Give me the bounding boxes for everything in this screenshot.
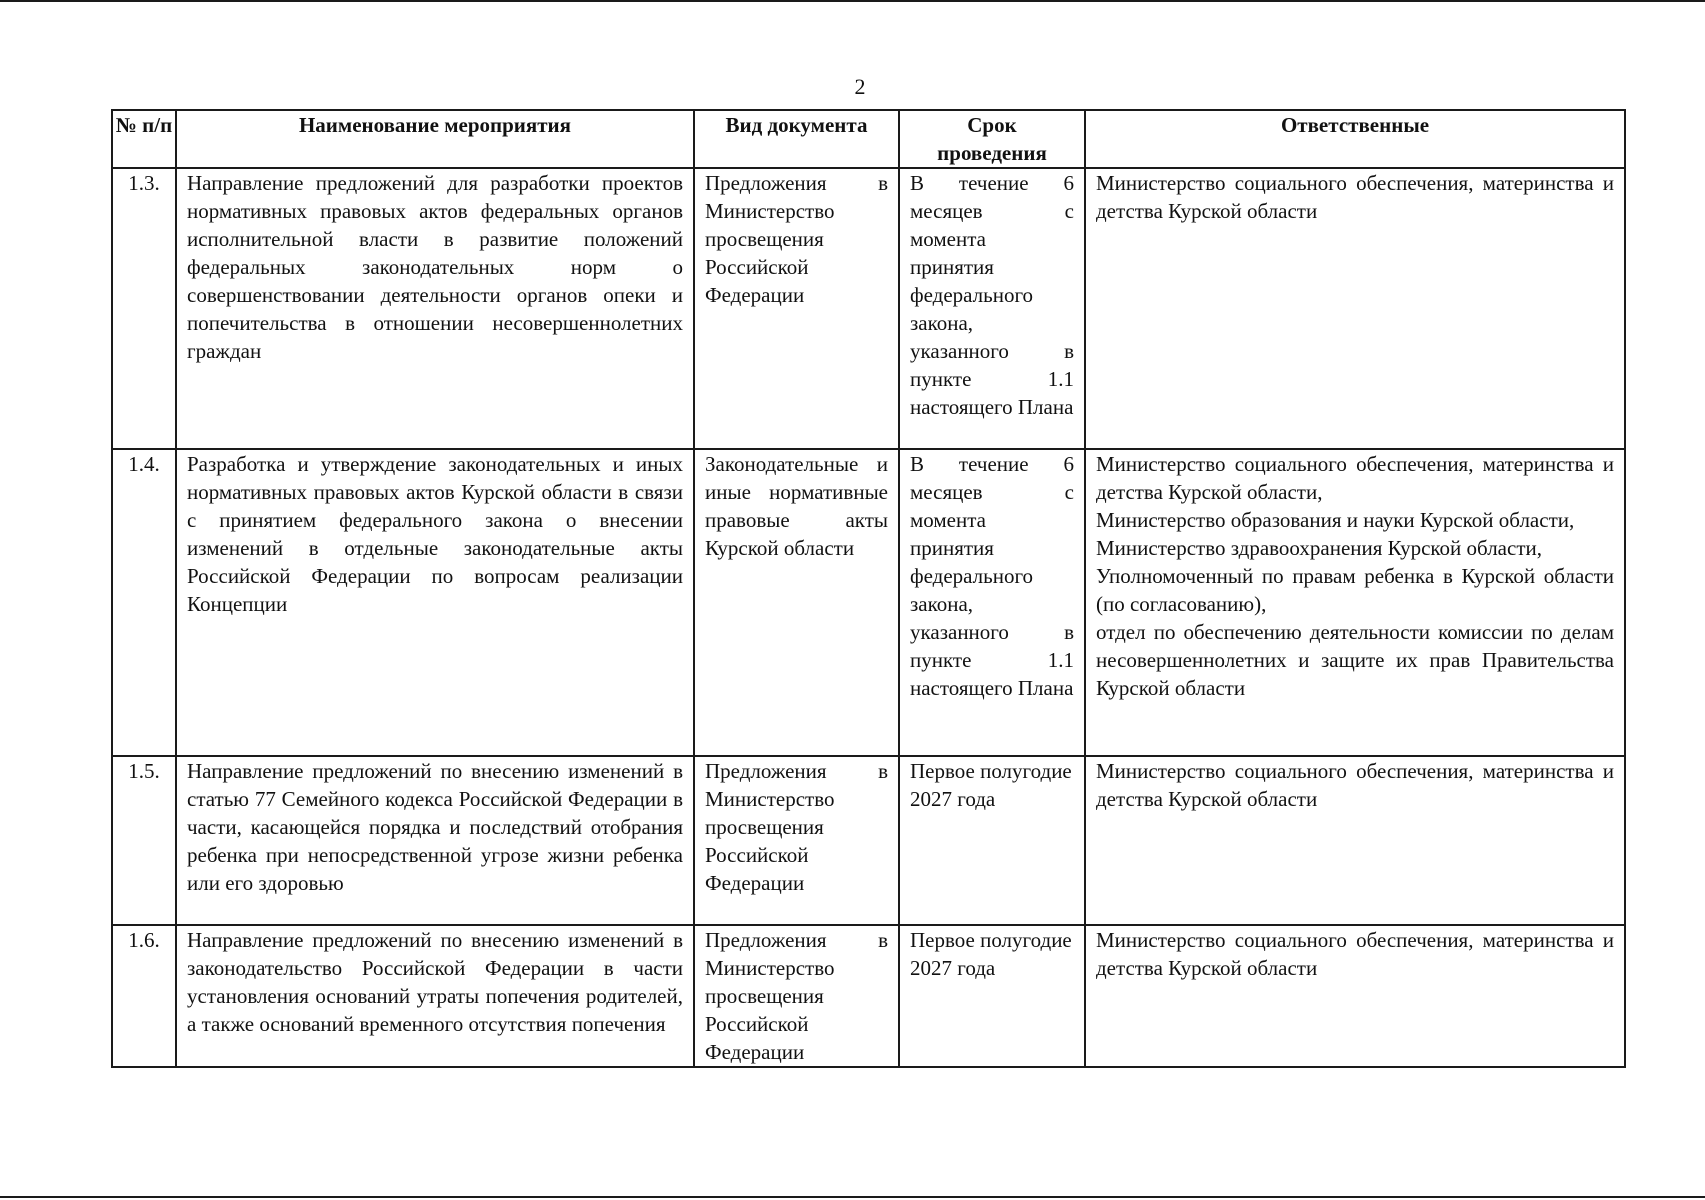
event-name: Направление предложений для разработки проектов нормативных правовых актов федеральных органов исполнительной власти в развитие положений федеральных законодательных норм о совершенствовании деятельности органов опеки и попечительства в отношении несовершеннолетних граждан (176, 168, 694, 449)
row-number: 1.6. (112, 925, 176, 1067)
row-number: 1.5. (112, 756, 176, 925)
table-header-row (112, 110, 1625, 168)
event-name: Направление предложений по внесению изменений в статью 77 Семейного кодекса Российской Федерации в части, касающейся порядка и последствий отобрания ребенка при непосредственной угрозе жизни ребенка или его здоровью (176, 756, 694, 925)
responsible: Министерство социального обеспечения, материнства и детства Курской области (1085, 925, 1625, 1067)
document-type: Предложения в Министерство просвещения Российской Федерации (694, 756, 899, 925)
responsible-entry: Министерство образования и науки Курской области, (1096, 508, 1575, 532)
responsible-entry: Министерство социального обеспечения, материнства и детства Курской области, (1096, 452, 1614, 504)
scan-edge-bottom (0, 1196, 1705, 1198)
header-document-type: Вид документа (694, 110, 899, 168)
page-number: 2 (854, 74, 866, 99)
document-type: Предложения в Министерство просвещения Российской Федерации (694, 168, 899, 449)
responsible-entry: Министерство здравоохранения Курской области, (1096, 536, 1542, 560)
action-plan-table (111, 109, 1626, 1068)
table-row (112, 925, 1625, 1067)
document-type: Законодательные и иные нормативные правовые акты Курской области (694, 449, 899, 756)
table-row (112, 449, 1625, 756)
deadline: В течение 6 месяцев с момента принятия федерального закона, указанного в пункте 1.1 настоящего Плана (899, 449, 1085, 756)
event-name: Разработка и утверждение законодательных и иных нормативных правовых актов Курской области в связи с принятием федерального закона о внесении изменений в отдельные законодательные акты Российской Федерации по вопросам реализации Концепции (176, 449, 694, 756)
responsible-entry: отдел по обеспечению деятельности комиссии по делам несовершеннолетних и защите их прав Правительства Курской области (1096, 620, 1614, 700)
row-number: 1.4. (112, 449, 176, 756)
responsible: Министерство социального обеспечения, материнства и детства Курской области (1085, 756, 1625, 925)
deadline: В течение 6 месяцев с момента принятия федерального закона, указанного в пункте 1.1 настоящего Плана (899, 168, 1085, 449)
header-number: № п/п (112, 110, 176, 168)
document-type: Предложения в Министерство просвещения Российской Федерации (694, 925, 899, 1067)
deadline: Первое полугодие 2027 года (899, 925, 1085, 1067)
responsible: Министерство социального обеспечения, материнства и детства Курской области (1085, 168, 1625, 449)
table-row (112, 756, 1625, 925)
header-deadline: Срок проведения (899, 110, 1085, 168)
header-responsible: Ответственные (1085, 110, 1625, 168)
table-row (112, 168, 1625, 449)
responsible (1085, 449, 1625, 756)
header-event-name: Наименование мероприятия (176, 110, 694, 168)
deadline: Первое полугодие 2027 года (899, 756, 1085, 925)
scan-edge-top (0, 0, 1705, 2)
responsible-entry: Уполномоченный по правам ребенка в Курской области (по согласованию), (1096, 564, 1614, 616)
event-name: Направление предложений по внесению изменений в законодательство Российской Федерации в части установления оснований утраты попечения родителей, а также оснований временного отсутствия попечения (176, 925, 694, 1067)
row-number: 1.3. (112, 168, 176, 449)
